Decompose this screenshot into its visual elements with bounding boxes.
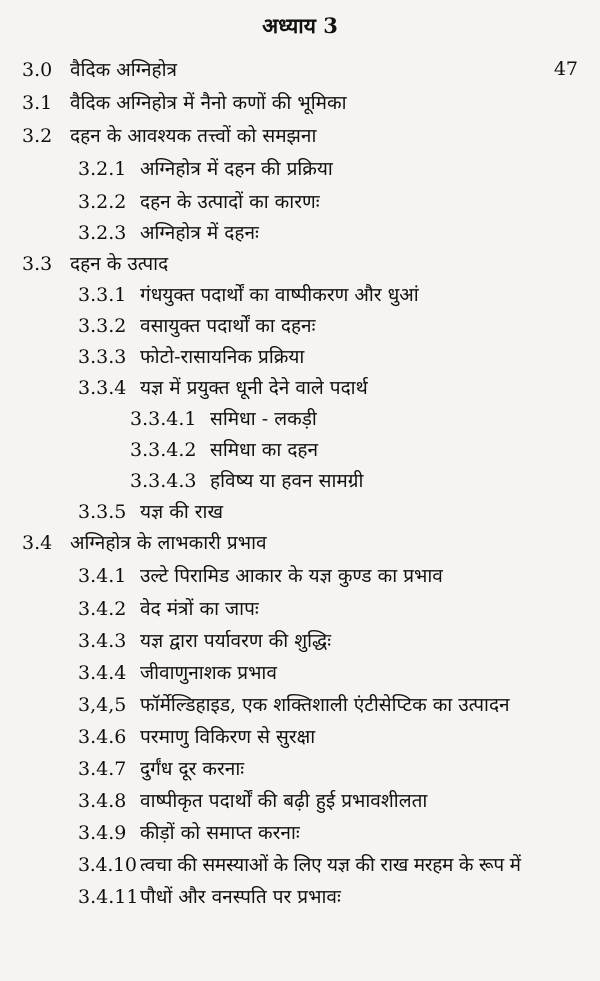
toc-entry-number: 3.4.10 <box>78 854 137 876</box>
toc-entry-title: गंधयुक्त पदार्थों का वाष्पीकरण और धुआं <box>140 284 419 306</box>
toc-entry-title: अग्निहोत्र के लाभकारी प्रभाव <box>70 532 267 554</box>
toc-entry <box>78 218 259 248</box>
toc-entry-number: 3.3.5 <box>78 501 127 523</box>
toc-entry-title: कीड़ों को समाप्त करनाः <box>140 822 300 844</box>
toc-entry <box>78 626 331 656</box>
toc-entry-number: 3.3.3 <box>78 346 127 368</box>
toc-entry-number: 3.3.4.2 <box>130 439 197 461</box>
toc-entry-number: 3.3.1 <box>78 284 127 306</box>
toc-entry-title: परमाणु विकिरण से सुरक्षा <box>140 726 316 748</box>
toc-entry-title: अग्निहोत्र में दहन की प्रक्रिया <box>140 158 333 180</box>
toc-entry-number: 3.3.2 <box>78 315 127 337</box>
toc-entry <box>78 342 304 372</box>
chapter-heading: अध्याय 3 <box>262 13 338 38</box>
toc-entry <box>78 690 510 720</box>
toc-entry-title: वाष्पीकृत पदार्थों की बढ़ी हुई प्रभावशीलता <box>140 790 428 812</box>
toc-entry <box>78 786 427 816</box>
toc-entry-number: 3.0 <box>22 59 53 81</box>
toc-entry-number: 3.2.1 <box>78 158 127 180</box>
toc-entry <box>22 528 267 558</box>
toc-entry-number: 3.2 <box>22 125 53 147</box>
toc-entry-number: 3,4,5 <box>78 694 127 716</box>
toc-entry-number: 3.4.1 <box>78 565 127 587</box>
toc-entry-number: 3.4.6 <box>78 726 127 748</box>
toc-entry-number: 3.2.3 <box>78 222 127 244</box>
toc-entry <box>22 249 168 279</box>
toc-entry <box>130 466 363 496</box>
toc-entry-title: उल्टे पिरामिड आकार के यज्ञ कुण्ड का प्रभाव <box>140 565 443 587</box>
toc-entry-title: हविष्य या हवन सामग्री <box>210 470 364 492</box>
toc-entry-title: दहन के उत्पादों का कारणः <box>140 191 320 213</box>
toc-entry-title: दहन के आवश्यक तत्त्वों को समझना <box>70 125 317 147</box>
toc-entry-number: 3.4 <box>22 532 53 554</box>
page-number: 47 <box>553 58 578 80</box>
toc-entry-title: अग्निहोत्र में दहनः <box>140 222 259 244</box>
toc-entry <box>22 88 347 118</box>
toc-entry-number: 3.4.8 <box>78 790 127 812</box>
toc-entry-number: 3.3 <box>22 253 53 275</box>
toc-entry-number: 3.4.7 <box>78 758 127 780</box>
toc-entry-title: वैदिक अग्निहोत्र <box>70 59 178 81</box>
toc-entry-title: वेद मंत्रों का जापः <box>140 598 259 620</box>
toc-entry <box>78 818 300 848</box>
toc-entry-number: 3.3.4 <box>78 377 127 399</box>
toc-entry <box>78 882 341 912</box>
toc-entry-title: समिधा - लकड़ी <box>210 408 317 430</box>
toc-entry <box>22 121 316 151</box>
toc-entry-title: यज्ञ में प्रयुक्त धूनी देने वाले पदार्थ <box>140 377 368 399</box>
toc-entry <box>130 435 318 465</box>
toc-entry-title: यज्ञ की राख <box>140 501 224 523</box>
toc-entry <box>78 722 315 752</box>
toc-entry-number: 3.4.9 <box>78 822 127 844</box>
toc-entry <box>130 404 317 434</box>
toc-entry-number: 3.1 <box>22 92 53 114</box>
toc-entry <box>78 658 277 688</box>
toc-entry <box>78 311 315 341</box>
toc-entry-number: 3.4.4 <box>78 662 127 684</box>
toc-entry <box>78 280 419 310</box>
toc-entry <box>78 561 443 591</box>
toc-entry <box>78 754 244 784</box>
toc-entry <box>78 154 333 184</box>
toc-entry-number: 3.3.4.3 <box>130 470 197 492</box>
toc-entry-title: समिधा का दहन <box>210 439 319 461</box>
toc-entry <box>78 497 223 527</box>
toc-entry-title: वैदिक अग्निहोत्र में नैनो कणों की भूमिका <box>70 92 347 114</box>
toc-entry-number: 3.4.11 <box>78 886 139 908</box>
toc-entry-number: 3.2.2 <box>78 191 127 213</box>
toc-entry-number: 3.3.4.1 <box>130 408 197 430</box>
toc-entry-title: त्वचा की समस्याओं के लिए यज्ञ की राख मरहम के रूप में <box>140 854 521 876</box>
toc-entry-number: 3.4.3 <box>78 630 127 652</box>
toc-entry-title: दुर्गंध दूर करनाः <box>140 758 245 780</box>
toc-entry <box>78 373 368 403</box>
toc-entry <box>78 187 320 217</box>
toc-entry-title: फोटो-रासायनिक प्रक्रिया <box>140 346 305 368</box>
toc-entry <box>78 850 521 880</box>
toc-entry-title: फॉर्मेल्डिहाइड, एक शक्तिशाली एंटीसेप्टिक का उत्पादन <box>140 694 510 716</box>
toc-entry-title: जीवाणुनाशक प्रभाव <box>140 662 277 684</box>
toc-entry-title: वसायुक्त पदार्थों का दहनः <box>140 315 316 337</box>
toc-entry-title: यज्ञ द्वारा पर्यावरण की शुद्धिः <box>140 630 332 652</box>
toc-entry-number: 3.4.2 <box>78 598 127 620</box>
toc-entry-title: पौधों और वनस्पति पर प्रभावः <box>140 886 341 908</box>
toc-entry <box>22 55 177 85</box>
toc-entry <box>78 594 259 624</box>
toc-entry-title: दहन के उत्पाद <box>70 253 169 275</box>
